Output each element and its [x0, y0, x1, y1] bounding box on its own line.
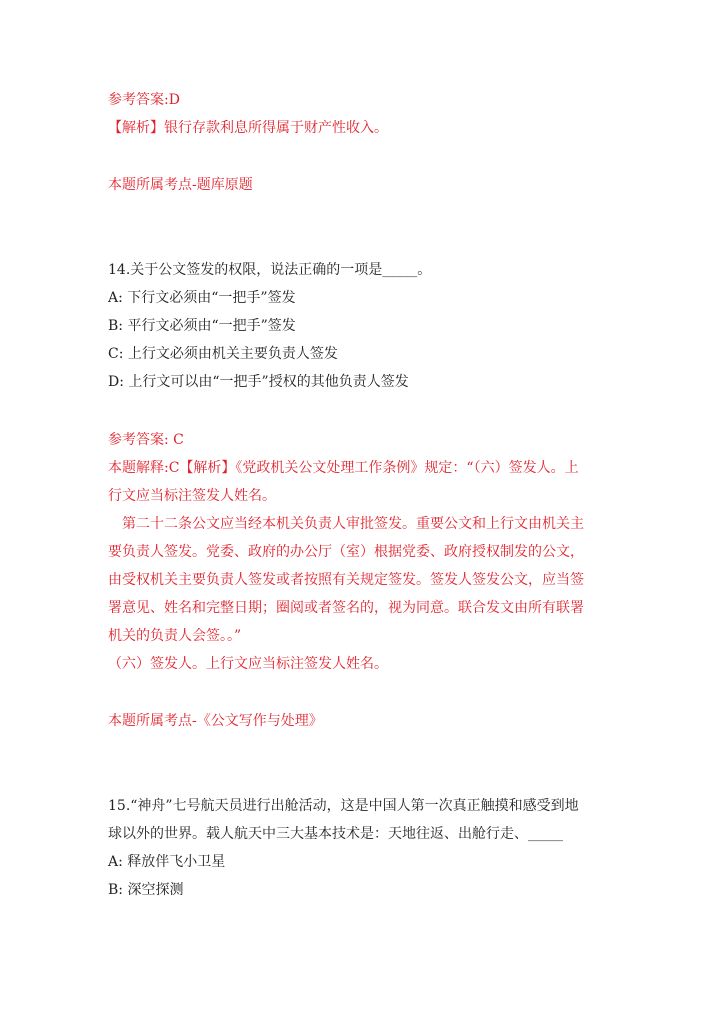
q14-explanation-line-4: 要负责人签发。党委、政府的办公厅（室）根据党委、政府授权制发的公文，	[108, 544, 584, 560]
q14-question: 14.关于公文签发的权限，说法正确的一项是_____。	[108, 262, 432, 278]
q14-option-a: A: 下行文必须由“一把手”签发	[108, 290, 296, 306]
q14-option-c: C: 上行文必须由机关主要负责人签发	[108, 346, 338, 362]
q13-source: 本题所属考点-题库原题	[108, 177, 253, 193]
q15-option-a: A: 释放伴飞小卫星	[108, 854, 226, 870]
q14-option-d: D: 上行文可以由“一把手”授权的其他负责人签发	[108, 374, 409, 390]
q14-explanation-line-3: 第二十二条公文应当经本机关负责人审批签发。重要公文和上行文由机关主	[122, 516, 584, 532]
q13-answer: 参考答案:D	[108, 92, 180, 108]
q15-question-line-2: 球以外的世界。载人航天中三大基本技术是：天地往返、出舱行走、_____	[108, 826, 563, 842]
q13-analysis: 【解析】银行存款利息所得属于财产性收入。	[108, 120, 388, 136]
q15-question-line-1: 15.“神舟”七号航天员进行出舱活动，这是中国人第一次真正触摸和感受到地	[108, 798, 579, 814]
q14-answer: 参考答案: C	[108, 432, 184, 448]
q14-explanation-line-7: 机关的负责人会签。。”	[108, 628, 242, 644]
q14-explanation-line-8: （六）签发人。上行文应当标注签发人姓名。	[108, 656, 388, 672]
q14-explanation-line-6: 署意见、姓名和完整日期；圈阅或者签名的，视为同意。联合发文由所有联署	[108, 600, 584, 616]
q14-explanation-line-5: 由受权机关主要负责人签发或者按照有关规定签发。签发人签发公文，应当签	[108, 572, 584, 588]
q15-option-b: B: 深空探测	[108, 882, 184, 898]
q14-source: 本题所属考点-《公文写作与处理》	[108, 713, 323, 729]
q14-option-b: B: 平行文必须由“一把手”签发	[108, 318, 296, 334]
q14-explanation-line-1: 本题解释:C【解析】《党政机关公文处理工作条例》规定：“（六）签发人。上	[108, 460, 579, 476]
q14-explanation-line-2: 行文应当标注签发人姓名。	[108, 488, 276, 504]
